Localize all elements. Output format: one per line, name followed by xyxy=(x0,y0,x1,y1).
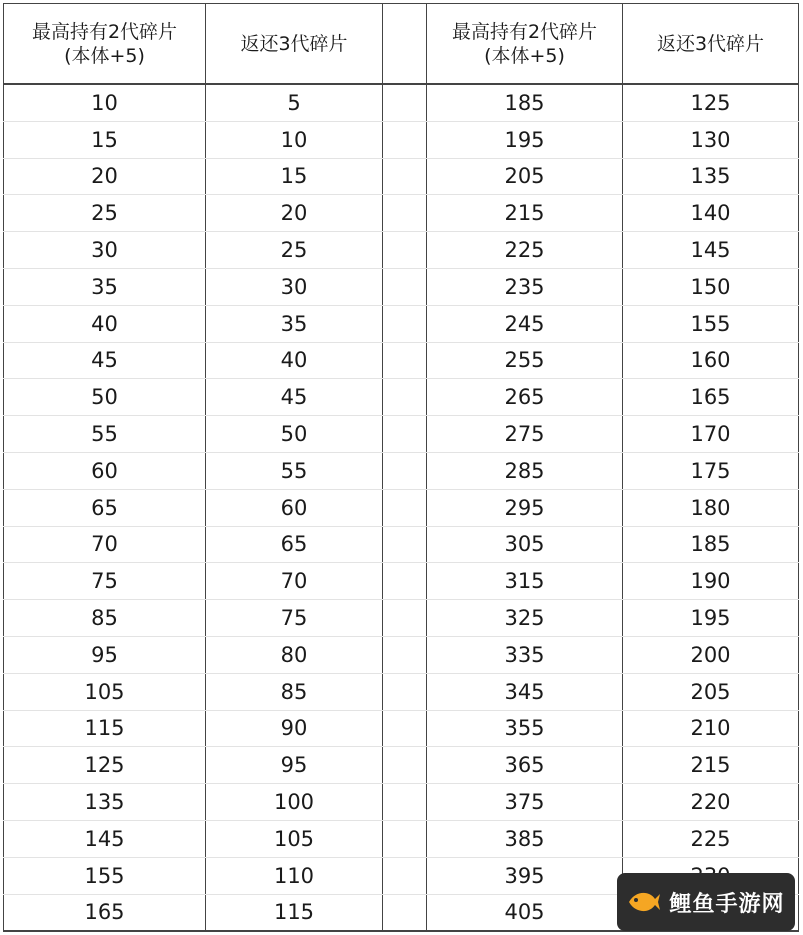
cell-max-gen2-left: 50 xyxy=(4,379,206,416)
table-row xyxy=(4,710,799,747)
cell-max-gen2-left: 65 xyxy=(4,489,206,526)
column-gap xyxy=(383,710,427,747)
cell-return-gen3-left: 50 xyxy=(206,416,383,453)
cell-return-gen3-left: 25 xyxy=(206,232,383,269)
cell-return-gen3-left: 80 xyxy=(206,636,383,673)
column-gap xyxy=(383,158,427,195)
cell-return-gen3-right: 205 xyxy=(623,673,799,710)
table-row xyxy=(4,84,799,121)
cell-return-gen3-right: 140 xyxy=(623,195,799,232)
cell-max-gen2-right: 275 xyxy=(427,416,623,453)
table-row xyxy=(4,268,799,305)
cell-return-gen3-right: 160 xyxy=(623,342,799,379)
cell-return-gen3-left: 75 xyxy=(206,600,383,637)
shard-exchange-table xyxy=(3,3,799,932)
cell-max-gen2-left: 45 xyxy=(4,342,206,379)
cell-return-gen3-right: 215 xyxy=(623,747,799,784)
cell-return-gen3-right: 165 xyxy=(623,379,799,416)
cell-max-gen2-left: 155 xyxy=(4,857,206,894)
header-max-gen2-shards-left xyxy=(4,4,206,85)
column-gap xyxy=(383,489,427,526)
table-row xyxy=(4,636,799,673)
cell-return-gen3-left: 55 xyxy=(206,452,383,489)
cell-max-gen2-right: 265 xyxy=(427,379,623,416)
table-row xyxy=(4,342,799,379)
cell-max-gen2-right: 385 xyxy=(427,820,623,857)
table-row xyxy=(4,416,799,453)
cell-return-gen3-left: 15 xyxy=(206,158,383,195)
cell-max-gen2-right: 335 xyxy=(427,636,623,673)
cell-max-gen2-left: 30 xyxy=(4,232,206,269)
column-gap xyxy=(383,4,427,85)
site-watermark xyxy=(617,873,795,931)
cell-max-gen2-right: 255 xyxy=(427,342,623,379)
column-gap xyxy=(383,600,427,637)
cell-return-gen3-right: 190 xyxy=(623,563,799,600)
cell-return-gen3-left: 60 xyxy=(206,489,383,526)
table-row xyxy=(4,232,799,269)
cell-return-gen3-right: 195 xyxy=(623,600,799,637)
column-gap xyxy=(383,526,427,563)
cell-max-gen2-right: 245 xyxy=(427,305,623,342)
cell-return-gen3-right: 145 xyxy=(623,232,799,269)
header-text: 最高持有2代碎片 (本体+5) xyxy=(451,20,598,67)
header-max-gen2-shards-right xyxy=(427,4,623,85)
cell-max-gen2-right: 365 xyxy=(427,747,623,784)
cell-max-gen2-left: 125 xyxy=(4,747,206,784)
cell-max-gen2-left: 20 xyxy=(4,158,206,195)
column-gap xyxy=(383,84,427,121)
cell-max-gen2-left: 70 xyxy=(4,526,206,563)
table-row xyxy=(4,452,799,489)
cell-return-gen3-left: 100 xyxy=(206,784,383,821)
table-row xyxy=(4,121,799,158)
cell-max-gen2-right: 375 xyxy=(427,784,623,821)
cell-max-gen2-right: 185 xyxy=(427,84,623,121)
cell-max-gen2-left: 145 xyxy=(4,820,206,857)
cell-max-gen2-left: 95 xyxy=(4,636,206,673)
cell-max-gen2-right: 355 xyxy=(427,710,623,747)
column-gap xyxy=(383,784,427,821)
header-text: 返还3代碎片 xyxy=(656,32,765,55)
header-return-gen3-shards-right xyxy=(623,4,799,85)
cell-return-gen3-right: 220 xyxy=(623,784,799,821)
cell-max-gen2-left: 60 xyxy=(4,452,206,489)
cell-max-gen2-right: 325 xyxy=(427,600,623,637)
column-gap xyxy=(383,636,427,673)
watermark-text: 鲤鱼手游网 xyxy=(669,891,785,917)
cell-max-gen2-left: 15 xyxy=(4,121,206,158)
cell-return-gen3-left: 5 xyxy=(206,84,383,121)
table-row xyxy=(4,784,799,821)
cell-max-gen2-left: 35 xyxy=(4,268,206,305)
table-row xyxy=(4,195,799,232)
table-row xyxy=(4,820,799,857)
cell-return-gen3-left: 110 xyxy=(206,857,383,894)
column-gap xyxy=(383,416,427,453)
table-body xyxy=(4,84,799,931)
cell-return-gen3-right: 130 xyxy=(623,121,799,158)
cell-max-gen2-right: 195 xyxy=(427,121,623,158)
cell-return-gen3-right: 200 xyxy=(623,636,799,673)
table-row xyxy=(4,158,799,195)
cell-return-gen3-right: 210 xyxy=(623,710,799,747)
column-gap xyxy=(383,452,427,489)
column-gap xyxy=(383,121,427,158)
cell-max-gen2-right: 295 xyxy=(427,489,623,526)
cell-max-gen2-right: 395 xyxy=(427,857,623,894)
table-row xyxy=(4,673,799,710)
header-row xyxy=(4,4,799,85)
column-gap xyxy=(383,894,427,931)
column-gap xyxy=(383,820,427,857)
header-return-gen3-shards-left xyxy=(206,4,383,85)
cell-return-gen3-left: 105 xyxy=(206,820,383,857)
column-gap xyxy=(383,563,427,600)
cell-return-gen3-right: 185 xyxy=(623,526,799,563)
table-row xyxy=(4,305,799,342)
cell-return-gen3-right: 175 xyxy=(623,452,799,489)
cell-max-gen2-left: 115 xyxy=(4,710,206,747)
cell-return-gen3-right: 170 xyxy=(623,416,799,453)
table-row xyxy=(4,526,799,563)
cell-max-gen2-right: 345 xyxy=(427,673,623,710)
cell-return-gen3-left: 10 xyxy=(206,121,383,158)
header-text: 返还3代碎片 xyxy=(240,32,348,55)
cell-max-gen2-left: 85 xyxy=(4,600,206,637)
cell-max-gen2-left: 165 xyxy=(4,894,206,931)
cell-return-gen3-left: 70 xyxy=(206,563,383,600)
table-row xyxy=(4,563,799,600)
cell-max-gen2-right: 235 xyxy=(427,268,623,305)
cell-return-gen3-left: 85 xyxy=(206,673,383,710)
column-gap xyxy=(383,305,427,342)
cell-return-gen3-left: 95 xyxy=(206,747,383,784)
cell-max-gen2-right: 285 xyxy=(427,452,623,489)
cell-return-gen3-right: 125 xyxy=(623,84,799,121)
column-gap xyxy=(383,232,427,269)
carp-fish-icon xyxy=(627,887,661,917)
column-gap xyxy=(383,195,427,232)
cell-return-gen3-left: 40 xyxy=(206,342,383,379)
cell-return-gen3-left: 45 xyxy=(206,379,383,416)
cell-return-gen3-right: 225 xyxy=(623,820,799,857)
cell-max-gen2-right: 315 xyxy=(427,563,623,600)
column-gap xyxy=(383,268,427,305)
column-gap xyxy=(383,673,427,710)
cell-max-gen2-right: 215 xyxy=(427,195,623,232)
cell-max-gen2-left: 25 xyxy=(4,195,206,232)
cell-max-gen2-left: 55 xyxy=(4,416,206,453)
column-gap xyxy=(383,857,427,894)
column-gap xyxy=(383,379,427,416)
table-row xyxy=(4,379,799,416)
cell-max-gen2-right: 225 xyxy=(427,232,623,269)
cell-max-gen2-right: 205 xyxy=(427,158,623,195)
cell-return-gen3-right: 155 xyxy=(623,305,799,342)
cell-return-gen3-right: 150 xyxy=(623,268,799,305)
cell-max-gen2-left: 135 xyxy=(4,784,206,821)
cell-max-gen2-left: 40 xyxy=(4,305,206,342)
cell-return-gen3-left: 115 xyxy=(206,894,383,931)
cell-return-gen3-left: 90 xyxy=(206,710,383,747)
header-text: 最高持有2代碎片 (本体+5) xyxy=(31,20,178,67)
table-row xyxy=(4,600,799,637)
column-gap xyxy=(383,747,427,784)
column-gap xyxy=(383,342,427,379)
cell-max-gen2-left: 105 xyxy=(4,673,206,710)
cell-max-gen2-left: 75 xyxy=(4,563,206,600)
cell-return-gen3-left: 65 xyxy=(206,526,383,563)
cell-return-gen3-left: 35 xyxy=(206,305,383,342)
cell-return-gen3-right: 180 xyxy=(623,489,799,526)
cell-max-gen2-left: 10 xyxy=(4,84,206,121)
cell-return-gen3-left: 30 xyxy=(206,268,383,305)
cell-return-gen3-right: 135 xyxy=(623,158,799,195)
table-row xyxy=(4,489,799,526)
cell-return-gen3-left: 20 xyxy=(206,195,383,232)
table-row xyxy=(4,747,799,784)
cell-max-gen2-right: 405 xyxy=(427,894,623,931)
cell-max-gen2-right: 305 xyxy=(427,526,623,563)
